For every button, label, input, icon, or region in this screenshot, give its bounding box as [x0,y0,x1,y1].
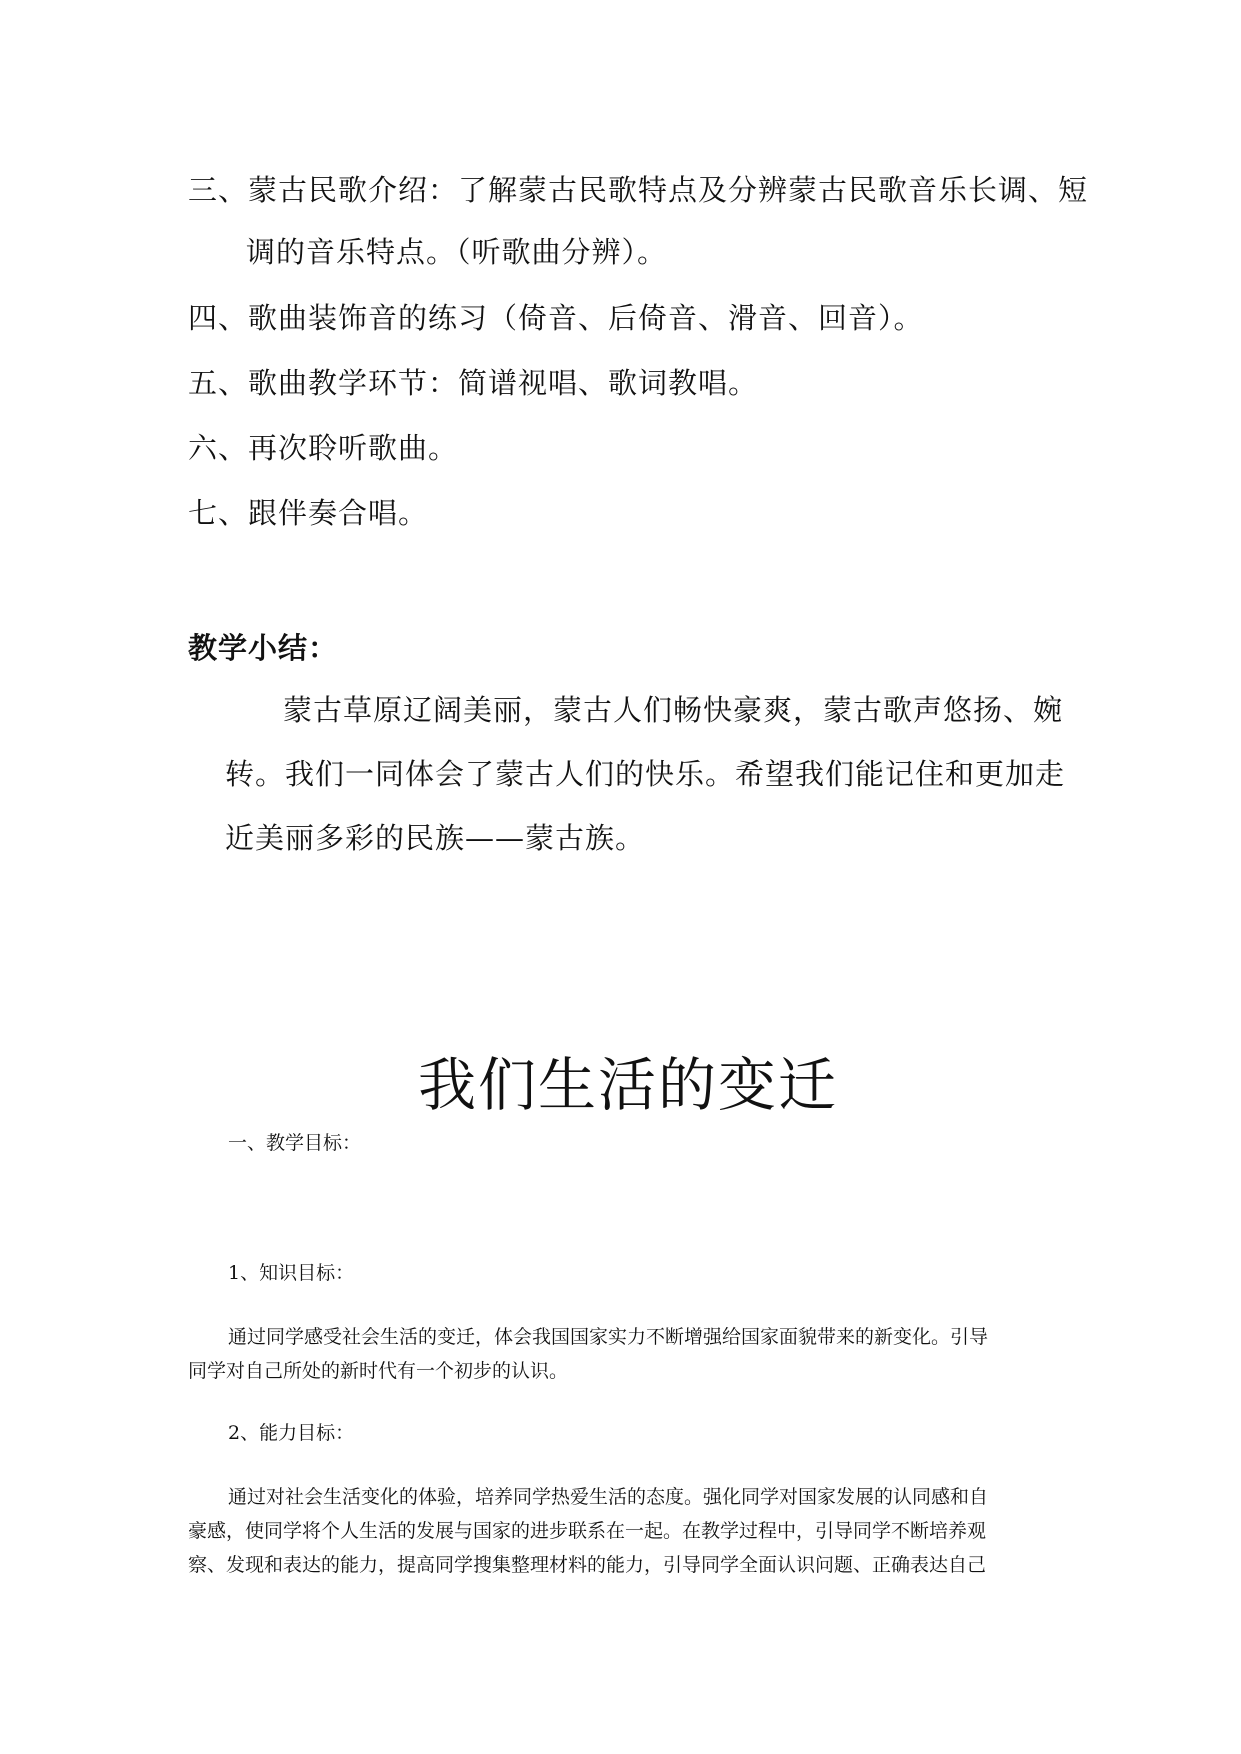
lesson-title: 我们生活的变迁 [418,1051,839,1119]
knowledge-line-2: 同学对自己所处的新时代有一个初步的认识。 [188,1360,569,1382]
ability-line-2: 豪感，使同学将个人生活的发展与国家的进步联系在一起。在教学过程中，引导同学不断培养观 [188,1520,987,1542]
objectives-heading: 一、教学目标： [228,1132,362,1154]
ability-line-1: 通过对社会生活变化的体验，培养同学热爱生活的态度。强化同学对国家发展的认同感和自 [228,1486,989,1508]
step-6: 六、再次聆听歌曲。 [188,431,459,465]
summary-heading: 教学小结： [188,631,339,665]
step-3-line-1: 三、蒙古民歌介绍：了解蒙古民歌特点及分辨蒙古民歌音乐长调、短 [188,173,1089,207]
summary-line-2: 转。我们一同体会了蒙古人们的快乐。希望我们能记住和更加走 [225,757,1066,791]
summary-line-1: 蒙古草原辽阔美丽，蒙古人们畅快豪爽，蒙古歌声悠扬、婉 [283,693,1064,727]
knowledge-heading: 1、知识目标： [228,1262,355,1284]
summary-line-3: 近美丽多彩的民族——蒙古族。 [225,821,646,855]
step-4: 四、歌曲装饰音的练习（倚音、后倚音、滑音、回音）。 [188,301,924,335]
ability-line-3: 察、发现和表达的能力，提高同学搜集整理材料的能力，引导同学全面认识问题、正确表达自己 [188,1554,987,1576]
ability-heading: 2、能力目标： [228,1422,355,1444]
knowledge-line-1: 通过同学感受社会生活的变迁，体会我国国家实力不断增强给国家面貌带来的新变化。引导 [228,1326,989,1348]
step-5: 五、歌曲教学环节：简谱视唱、歌词教唱。 [188,366,759,400]
step-7: 七、跟伴奏合唱。 [188,496,429,530]
step-3-line-2: 调的音乐特点。（听歌曲分辨）。 [246,235,668,269]
